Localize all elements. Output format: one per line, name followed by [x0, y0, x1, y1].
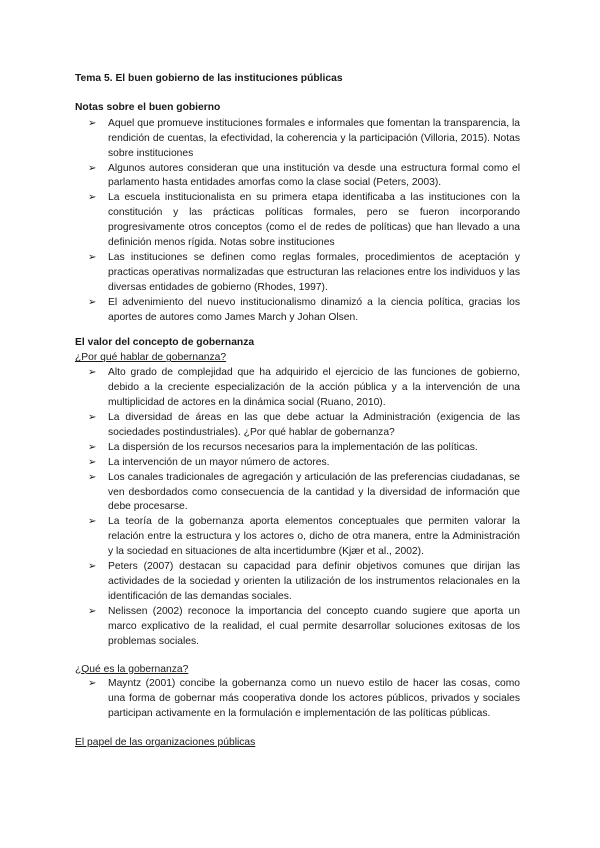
list-item: ➢ La teoría de la gobernanza aporta elementos conceptuales que permiten valorar la relación entre la estructura y los actores o, dicho de otra manera, entre la Administración y la sociedad en situaciones de alta incertidumbre (Kjær et al., 2002). [88, 516, 520, 558]
list-item: ➢ Algunos autores consideran que una institución va desde una estructura formal como el parlamento hasta entidades amorfas como la clase social (Peters, 2003). [88, 162, 520, 189]
bullet-list-por-que [75, 366, 520, 649]
document-title: Tema 5. El buen gobierno de las instituciones públicas [75, 73, 343, 84]
bullet-list-que-es [75, 677, 520, 722]
list-item: ➢ Aquel que promueve instituciones formales e informales que fomentan la transparencia, la rendición de cuentas, la efectividad, la coherencia y la participación (Villoria, 2015). Notas sobre instituciones [88, 117, 520, 159]
arrow-bullet-icon: ➢ [88, 471, 97, 483]
list-item: ➢ Los canales tradicionales de agregación y articulación de las preferencias ciudadanas, se ven desbordados como consecuencia de la cantidad y la diversidad de información que debe procesarse. [88, 471, 520, 513]
arrow-bullet-icon: ➢ [88, 117, 97, 129]
subheading-que-es: ¿Qué es la gobernanza? [75, 663, 189, 675]
arrow-bullet-icon: ➢ [88, 441, 97, 453]
arrow-bullet-icon: ➢ [88, 192, 97, 204]
list-item: ➢ La escuela institucionalista en su primera etapa identificaba a las instituciones con la constitución y las prácticas políticas formales, pero se fueron incorporando progresivamente otros conceptos (como el de redes de políticas) que han llevado a una definición menos rígida. Notas sobre instituciones [88, 192, 520, 249]
arrow-bullet-icon: ➢ [88, 516, 97, 528]
arrow-bullet-icon: ➢ [88, 605, 97, 617]
arrow-bullet-icon: ➢ [88, 251, 97, 263]
list-item: ➢ Peters (2007) destacan su capacidad para definir objetivos comunes que dirijan las actividades de la sociedad y orienten la utilización de los instrumentos relacionales en la identificación de las demandas sociales. [88, 561, 520, 602]
list-item: ➢ La diversidad de áreas en las que debe actuar la Administración (exigencia de las sociedades postindustriales). ¿Por qué hablar de gobernanza? [88, 412, 520, 438]
list-item: ➢ La intervención de un mayor número de actores. [75, 456, 520, 471]
list-item: ➢ Mayntz (2001) concibe la gobernanza como un nuevo estilo de hacer las cosas, como una forma de gobernar más cooperativa donde los actores públicos, privados y sociales participan activamente en la formulación e implementación de las políticas públicas. [88, 678, 520, 720]
section-heading-gobernanza: El valor del concepto de gobernanza [75, 336, 255, 348]
section-heading-buen-gobierno: Notas sobre el buen gobierno [75, 101, 221, 113]
list-item: ➢ Las instituciones se definen como reglas formales, procedimientos de aceptación y practicas operativas normalizadas que estructuran las relaciones entre los individuos y las diversas entidades de gobierno (Rhodes, 1997). [88, 251, 520, 293]
arrow-bullet-icon: ➢ [88, 561, 97, 573]
bullet-list-buen-gobierno [75, 117, 520, 326]
arrow-bullet-icon: ➢ [88, 412, 97, 424]
list-item: ➢ La dispersión de los recursos necesarios para la implementación de las políticas. [75, 441, 520, 456]
subheading-papel-organizaciones: El papel de las organizaciones públicas [75, 737, 256, 749]
list-item: ➢ Alto grado de complejidad que ha adquirido el ejercicio de las funciones de gobierno, debido a la creciente especialización de la acción pública y a la intervención de una multiplicidad de actores en la dinámica social (Ruano, 2010). [88, 367, 520, 409]
list-item: ➢ Nelissen (2002) reconoce la importancia del concepto cuando sugiere que aporta un marco explicativo de la realidad, el cual permite desarrollar soluciones exitosas de los problemas sociales. [88, 605, 520, 647]
list-item: ➢ El advenimiento del nuevo institucionalismo dinamizó a la ciencia política, gracias los aportes de autores como James March y Johan Olsen. [88, 296, 520, 323]
arrow-bullet-icon: ➢ [88, 367, 97, 379]
arrow-bullet-icon: ➢ [88, 296, 97, 308]
arrow-bullet-icon: ➢ [88, 162, 97, 174]
subheading-por-que: ¿Por qué hablar de gobernanza? [75, 352, 227, 364]
arrow-bullet-icon: ➢ [88, 678, 97, 690]
arrow-bullet-icon: ➢ [88, 456, 97, 468]
